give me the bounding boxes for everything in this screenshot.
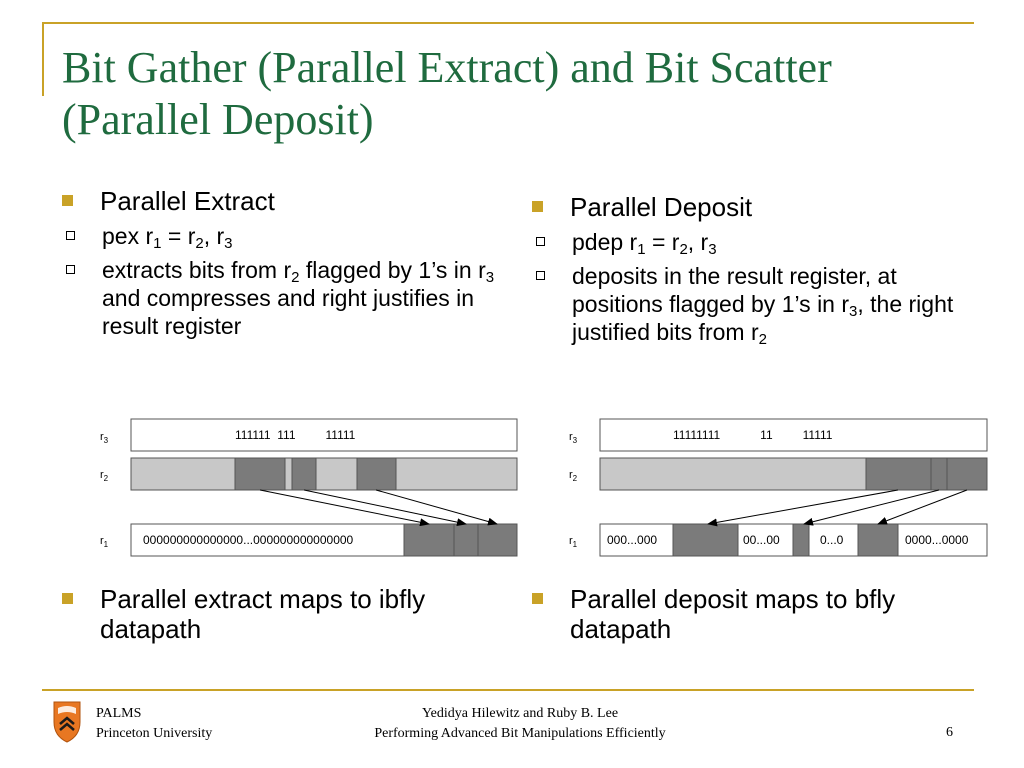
pdep-r2-field-b <box>931 458 947 490</box>
left-footer-bullet-col <box>62 584 512 644</box>
pex-arrow-a <box>260 490 429 524</box>
pex-r2-register <box>131 458 517 490</box>
bullet-square-icon <box>62 593 73 604</box>
page-number: 6 <box>946 725 953 740</box>
pdep-diagram <box>569 419 987 556</box>
pdep-r1-seg4: 0000...0000 <box>905 533 969 547</box>
pdep-r1-field-c <box>858 524 898 556</box>
footer-paper-title: Performing Advanced Bit Manipulations Efficiently <box>374 726 666 741</box>
pex-r3-value: 111111 111 11111 <box>235 428 356 442</box>
footer-university: Princeton University <box>96 726 213 741</box>
pex-r1-value: 000000000000000...000000000000000 <box>143 533 354 547</box>
sub-bullet-pdep-desc: deposits in the result register, at positions flagged by 1’s in $r_3$, the right justified bits from $r_2$ <box>532 262 972 346</box>
pex-r3-label: $r_3$ <box>100 431 109 445</box>
pdep-r1-seg2: 00...00 <box>743 533 780 547</box>
right-footer-bullet-col <box>532 584 982 644</box>
pdep-r1-field-b <box>793 524 809 556</box>
pex-r2-label: $r_2$ <box>100 469 109 483</box>
footer-citation <box>320 704 720 744</box>
pex-r1-field-c <box>478 524 517 556</box>
pdep-r2-field-c <box>947 458 987 490</box>
bullet-parallel-deposit: Parallel Deposit <box>532 192 972 222</box>
sub-bullet-pex-desc: extracts bits from $r_2$ flagged by 1’s in $r_3$ and compresses and right justifies in result register <box>62 256 502 340</box>
pdep-r3-value: 11111111 11 11111 <box>673 428 833 442</box>
pdep-r1-seg1: 000...000 <box>607 533 658 547</box>
princeton-shield-icon <box>52 700 82 744</box>
pdep-r2-label: $r_2$ <box>569 469 578 483</box>
footer-authors: Yedidya Hilewitz and Ruby B. Lee <box>421 706 619 721</box>
pdep-r1-field-a <box>673 524 738 556</box>
pdep-r2-field-a <box>866 458 931 490</box>
pex-r1-label: $r_1$ <box>100 535 109 549</box>
pex-r2-field-a <box>235 458 285 490</box>
pdep-r3-label: $r_3$ <box>569 431 578 445</box>
pdep-arrow-c <box>878 490 967 524</box>
pdep-r1-seg3: 0...0 <box>820 533 844 547</box>
pex-r1-field-b <box>454 524 478 556</box>
pex-r2-field-c <box>357 458 396 490</box>
footer-org-block <box>96 704 212 744</box>
slide-title: Bit Gather (Parallel Extract) and Bit Scatter (Parallel Deposit) <box>62 43 832 144</box>
bottom-rule <box>42 689 974 691</box>
pex-r1-field-a <box>404 524 454 556</box>
pex-r2-field-b <box>292 458 316 490</box>
pex-arrow-c <box>376 490 497 524</box>
sub-bullet-pex-instr: pex $r_1 = r_2$, $r_3$ <box>62 222 502 250</box>
pex-diagram <box>100 419 517 556</box>
sub-bullet-pdep-instr: pdep $r_1 = r_2$, $r_3$ <box>532 228 972 256</box>
pex-arrow-b <box>304 490 466 524</box>
footer-org: PALMS <box>96 706 142 721</box>
bullet-pdep-maps: Parallel deposit maps to bfly datapath <box>532 584 982 644</box>
bullet-parallel-extract: Parallel Extract <box>62 186 502 216</box>
pdep-r1-label: $r_1$ <box>569 535 578 549</box>
bullet-square-icon <box>532 593 543 604</box>
bullet-pex-maps: Parallel extract maps to ibfly datapath <box>62 584 512 644</box>
